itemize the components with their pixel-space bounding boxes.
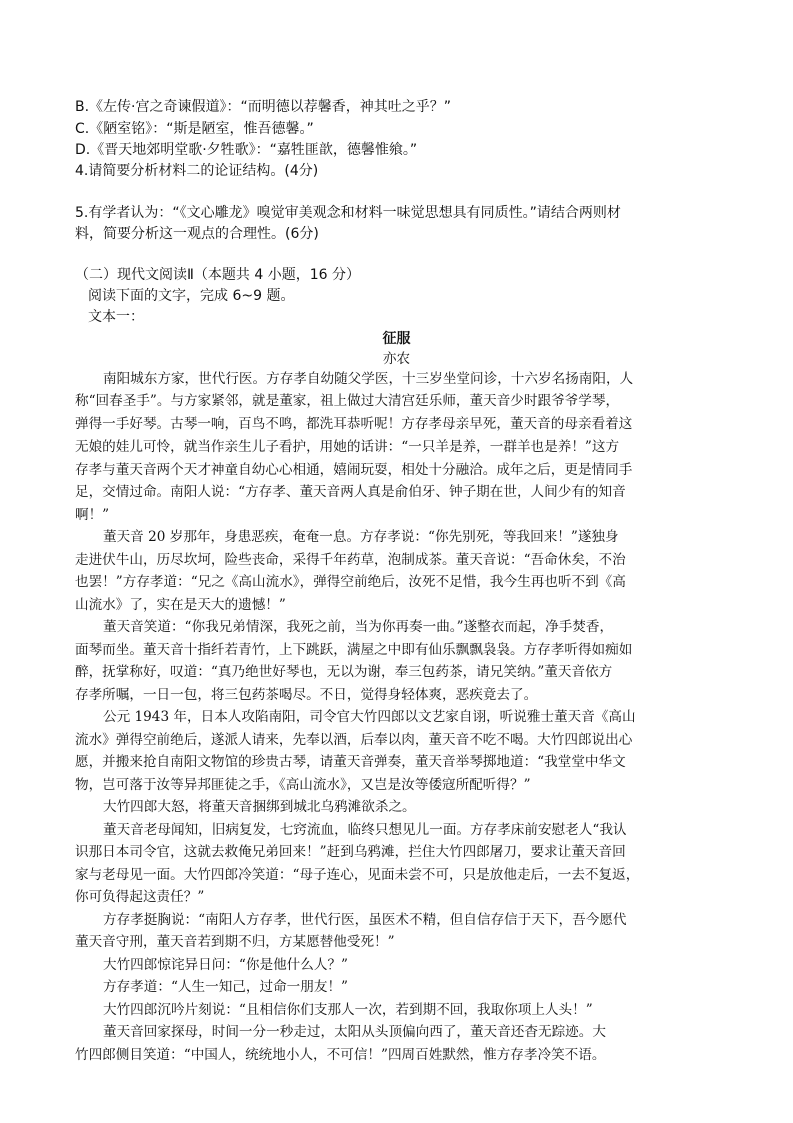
story-line: 无娘的娃儿可怜，就当作亲生儿子看护，用她的话讲：“一只羊是养，一群羊也是养！”这方	[75, 439, 620, 455]
story-line: 董天音守刑，董天音若到期不归，方某愿替他受死！”	[75, 934, 395, 950]
story-line: 醉，抚掌称好，叹道：“真乃绝世好琴也，无以为谢，奉三包药茶，请兄笑纳。”董天音依方	[75, 664, 613, 680]
story-line: 董天音回家探母，时间一分一秒走过，太阳从头顶偏向西了，董天音还杳无踪迹。大	[103, 1024, 606, 1040]
story-line: 山流水》了，实在是天大的遗憾！”	[75, 597, 286, 613]
section-instruction: 阅读下面的文字，完成 6~9 题。	[88, 288, 295, 304]
story-line: 面琴而坐。董天音十指纤若青竹，上下跳跃，满屋之中即有仙乐飘飘袅袅。方存孝听得如痴如	[75, 642, 633, 658]
option-b: B.《左传·宫之奇谏假道》：“而明德以荐馨香，神其吐之乎？”	[75, 99, 452, 115]
section-heading: （二）现代文阅读Ⅱ（本题共 4 小题，16 分）	[75, 267, 360, 283]
story-line: 董天音老母闻知，旧病复发，七窍流血，临终只想见儿一面。方存孝床前安慰老人“我认	[103, 822, 627, 838]
story-title: 征服	[382, 331, 411, 347]
story-line: 走进伏牛山，历尽坎坷，险些丧命，采得千年药草，泡制成茶。董天音说：“吾命休矣，不治	[75, 552, 626, 568]
question-5-line1: 5.有学者认为：“《文心雕龙》嗅觉审美观念和材料一味觉思想具有同质性。”请结合两则材	[75, 205, 621, 221]
story-line: 存孝所嘱，一日一包，将三包药茶喝尽。不日，觉得身轻体爽，恶疾竟去了。	[75, 687, 538, 703]
story-line: 董天音 20 岁那年，身患恶疾，奄奄一息。方存孝说：“你先别死，等我回来！”遂独身	[103, 529, 619, 545]
story-line: 公元 1943 年，日本人攻陷南阳，司令官大竹四郎以文艺家自诩，听说雅士董天音《高山	[103, 709, 636, 725]
story-line: 物，岂可落于汝等异邦匪徒之手，《高山流水》，又岂是汝等倭寇所配听得？”	[75, 777, 531, 793]
story-line: 弹得一手好琴。古琴一响，百鸟不鸣，都洗耳恭听呢！方存孝母亲早死，董天音的母亲看着这	[75, 416, 633, 432]
text-label: 文本一：	[88, 309, 144, 325]
story-line: 称“回春圣手”。与方家紧邻，就是董家，祖上做过大清宫廷乐师，董天音少时跟爷爷学琴，	[75, 393, 620, 409]
option-c: C.《陋室铭》：“斯是陋室，惟吾德馨。”	[75, 121, 314, 137]
story-line: 也罢！”方存孝道：“兄之《高山流水》，弹得空前绝后，汝死不足惜，我今生再也听不到《高	[75, 574, 626, 590]
question-5-line2: 料，简要分析这一观点的合理性。(6分)	[75, 226, 319, 242]
story-author: 亦农	[382, 351, 411, 367]
story-line: 你可负得起这责任？”	[75, 889, 205, 905]
story-line: 家与老母见一面。大竹四郎冷笑道：“母子连心，见面未尝不可，只是放他走后，一去不复返，	[75, 867, 640, 883]
story-line: 啊！”	[75, 507, 110, 523]
story-line: 大竹四郎沉吟片刻说：“且相信你们支那人一次，若到期不回，我取你项上人头！”	[103, 1002, 593, 1018]
story-line: 足，交情过命。南阳人说：“方存孝、董天音两人真是俞伯牙、钟子期在世，人间少有的知音	[75, 484, 626, 500]
story-line: 南阳城东方家，世代行医。方存孝自幼随父学医，十三岁坐堂问诊，十六岁名扬南阳，人	[103, 371, 634, 387]
story-line: 竹四郎侧目笑道：“中国人，统统地小人，不可信！”四周百姓默然，惟方存孝冷笑不语。	[75, 1047, 606, 1063]
story-line: 识那日本司令官，这就去救俺兄弟回来！”赶到乌鸦滩，拦住大竹四郎屠刀，要求让董天音回	[75, 844, 626, 860]
story-line: 大竹四郎惊诧异日问：“你是他什么人？”	[103, 957, 348, 973]
story-line: 流水》弹得空前绝后，遂派人请来，先奉以酒，后奉以肉，董天音不吃不喝。大竹四郎说出心	[75, 732, 633, 748]
story-line: 方存孝挺胸说：“南阳人方存孝，世代行医，虽医术不精，但自信存信于天下，吾今愿代	[103, 912, 627, 928]
question-4: 4.请简要分析材料二的论证结构。(4分)	[75, 163, 319, 179]
story-line: 方存孝道：“人生一知己，过命一朋友！”	[103, 979, 348, 995]
story-line: 愿，并搬来抢自南阳文物馆的珍贵古琴，请董天音弹奏，董天音举琴掷地道：“我堂堂中华文	[75, 754, 626, 770]
story-line: 存孝与董天音两个天才神童自幼心心相通，嬉闹玩耍，相处十分融洽。成年之后，更是情同手	[75, 462, 633, 478]
story-line: 董天音笑道：“你我兄弟情深，我死之前，当为你再奏一曲。”遂整衣而起，净手焚香，	[103, 619, 614, 635]
option-d: D.《晋天地郊明堂歌·夕牲歌》：“嘉牲匪歆，德馨惟飨。”	[75, 142, 418, 158]
story-line: 大竹四郎大怒，将董天音捆绑到城北乌鸦滩欲杀之。	[103, 799, 416, 815]
